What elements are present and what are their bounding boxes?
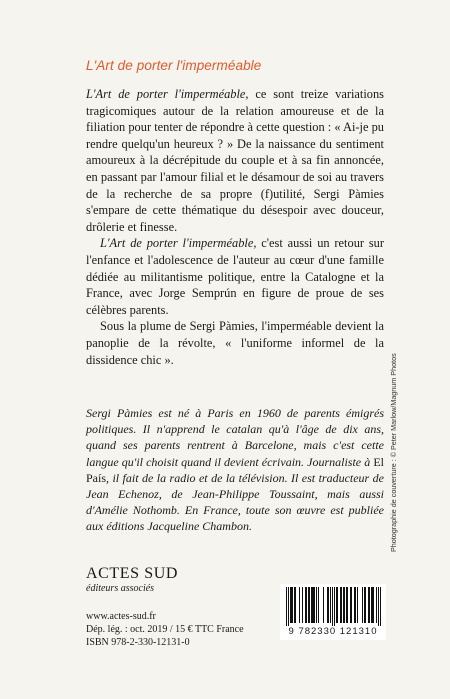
barcode-bar [347,587,348,623]
barcode-bar [369,587,370,623]
barcode-bar [365,587,366,623]
blurb-paragraph-3: Sous la plume de Sergi Pàmies, l'imperméable devient la panoplie de la révolte, « l'uniforme informel de la dissidence chic ». [86,319,384,367]
blurb-title-ref: L'Art de porter l'imperméable [86,87,246,101]
barcode-bar [292,587,293,623]
barcode-bar [290,587,291,623]
barcode-bar [344,587,345,623]
barcode-bar [346,587,347,623]
barcode-bar [373,587,374,623]
barcode-bar [340,587,341,623]
website: www.actes-sud.fr [86,611,156,622]
barcode-bars [280,584,386,628]
barcode-bar [306,587,307,623]
blurb-text-2: , c'est aussi un retour sur l'enfance et l'adolescence de l'auteur au cœur d'une famille dédiée au militantisme politique, entre la Catalogne et la France, avec Jorge Semprún en figure de proue de ses célèbres parents. [86,236,384,317]
barcode-bar [343,587,344,623]
newspaper-name: El País [86,454,384,485]
blurb-text-1: , ce sont treize variations tragicomiques autour de la relation amoureuse et de la filiation pour tenter de répondre à cette question : « Ai-je pu rendre quelqu'un heureux ? » De la naissance du sentiment amoureux à la décrépitude du couple et à sa fin annoncée, en passant par l'amour filial et le désamour de soi au travers de la recherche de sa propre (f)utilité, Sergi Pàmies s'empare de cette thématique du désespoir avec douceur, drôlerie et finesse. [86,87,384,234]
barcode-bar [330,587,331,623]
barcode-bar [313,587,314,623]
barcode-bar [314,587,315,623]
barcode-bar [312,587,313,623]
author-bio [86,405,384,535]
barcode [280,584,386,640]
blurb-title-ref: L'Art de porter l'imperméable [100,236,254,251]
barcode-bar [316,587,317,623]
barcode-bar [362,587,363,623]
blurb-paragraph-1 [86,86,384,235]
isbn: ISBN 978-2-330-12131-0 [86,636,190,648]
barcode-bar [378,587,379,627]
publisher-name: ACTES SUD [86,565,179,582]
author-bio-text [86,405,384,535]
barcode-bar [357,587,358,623]
barcode-bar [302,587,303,623]
bio-part-2: , il fait de la radio et de la télévision. Il est traducteur de Jean Echenoz, de Jean-Philippe Toussaint, mais aussi d'Amélie Nothomb. En France, toute son œuvre est publiée aux éditions Jacqueline Chambon. [86,470,384,534]
barcode-bar [334,587,335,627]
barcode-bar [328,587,329,623]
barcode-bar [305,587,306,623]
barcode-bar [323,587,324,623]
barcode-bar [294,587,295,623]
barcode-bar [372,587,373,623]
barcode-bar [350,587,351,623]
photo-credit: Photographie de couverture : © Peter Marlow/Magnum Photos [389,353,398,552]
barcode-bar [364,587,365,623]
barcode-bar [355,587,356,623]
barcode-bar [337,587,338,623]
barcode-bar [376,587,377,623]
barcode-bar [311,587,312,623]
barcode-number: 9 782330 121310 [280,626,386,637]
barcode-bar [368,587,369,623]
barcode-bar [351,587,352,623]
barcode-bar [332,587,333,627]
barcode-bar [336,587,337,623]
barcode-bar [299,587,300,623]
barcode-bar [318,587,319,623]
barcode-bar [291,587,292,623]
barcode-bar [288,587,289,627]
blurb-paragraph-2 [86,235,384,318]
barcode-bar [354,587,355,623]
legal-deposit-price: Dép. lég. : oct. 2019 / 15 € TTC France [86,623,244,635]
bio-part-1: Sergi Pàmies est né à Paris en 1960 de parents émigrés politiques. Il n'apprend le catalan qu'à l'âge de dix ans, quand ses parents rentrent à Barcelone, mais c'est cette langue qu'il choisit quand il devient écrivain. Journaliste à [86,406,384,469]
blurb [86,86,384,368]
legal-info [86,611,244,649]
barcode-bar [308,587,309,623]
barcode-bar [371,587,372,623]
barcode-bar [286,587,287,627]
barcode-bar [380,587,381,627]
publisher-logo [86,565,178,595]
barcode-bar [341,587,342,623]
barcode-bar [295,587,296,623]
publisher-subtitle: éditeurs associés [86,583,155,594]
barcode-bar [327,587,328,623]
book-title: L'Art de porter l'imperméable [86,58,262,73]
barcode-bar [309,587,310,623]
